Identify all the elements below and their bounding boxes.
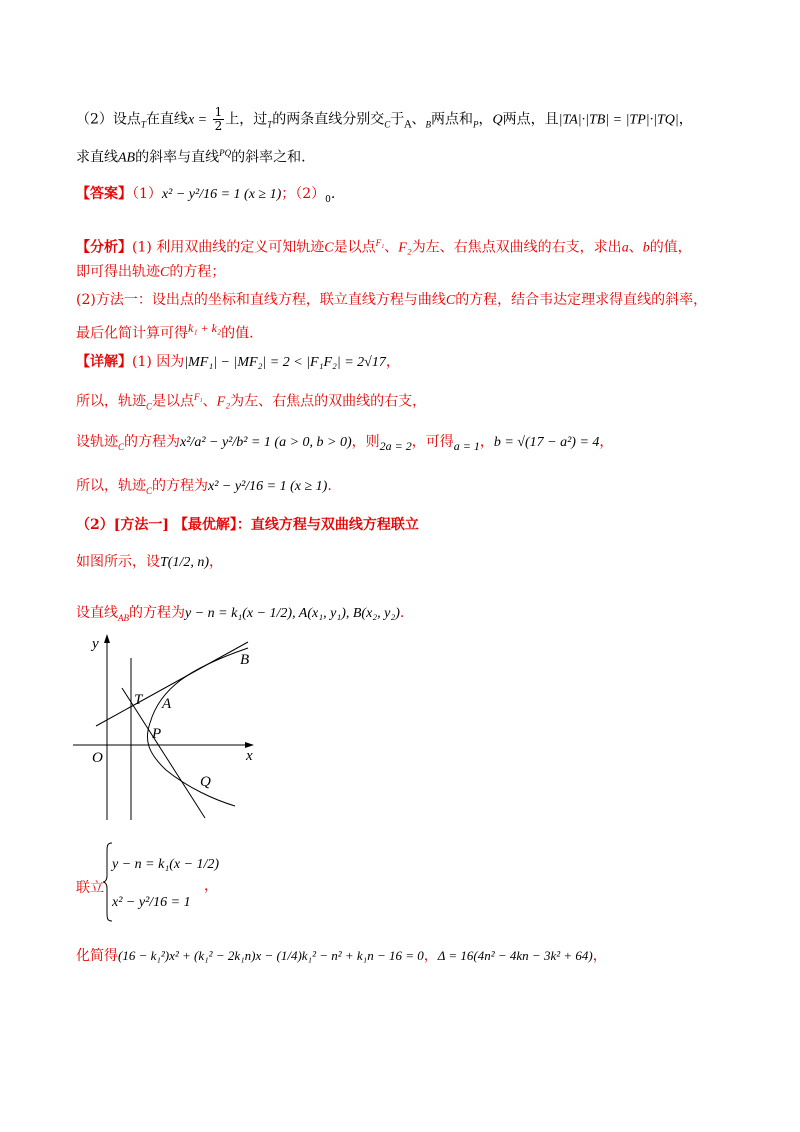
label-x: x — [246, 748, 253, 764]
question-2-line2: 求直线AB的斜率与直线$^{PQ}$的斜率之和. — [76, 148, 306, 166]
system-end: ， — [204, 878, 218, 894]
analysis-line2: 即可得出轨迹C的方程； — [76, 264, 226, 280]
detail-line4: 所以，轨迹$_C$的方程为x² − y²/16 = 1 (x ≥ 1). — [76, 478, 332, 496]
system-eq2: x² − y²/16 = 1 — [112, 895, 191, 910]
label-O: O — [92, 750, 103, 766]
hyperbola-branch — [147, 648, 248, 806]
answer-label: 【答案】 — [76, 186, 132, 202]
method1-line2: 设直线$_{AB}$的方程为y − n = k₁(x − 1/2), A(x₁, y₁), B(x₂, y₂). — [76, 605, 405, 623]
label-y: y — [92, 636, 99, 652]
detail-label: 【详解】 — [76, 354, 132, 370]
analysis-line1: 【分析】(1) 利用双曲线的定义可知轨迹C是以点$^{F_1}$、F₂为左、右焦点双曲线的右支，求出a、b的值， — [76, 238, 692, 256]
question-2-line1: （2）设点$_T$在直线x = $\frac{1}{2}$ 上，过$_T$的两条直线分别交$_C$于$_A$、$_B$两点和$_P$，Q两点，且|TA|·|TB| = |TP|·|TQ|， — [76, 105, 693, 133]
label-P: P — [152, 726, 162, 742]
detail-line3: 设轨迹$_C$的方程为x²/a² − y²/b² = 1 (a > 0, b > 0)，则$_{2a = 2}$，可得$_{a = 1}$，b = √(17 − a²) = 4， — [76, 434, 614, 453]
fraction-half: $\frac{1}{2}$ — [214, 105, 223, 133]
label-A: A — [162, 696, 172, 712]
method1-line1: 如图所示，设T(1/2, n)， — [76, 554, 223, 570]
label-Q: Q — [200, 774, 211, 790]
y-axis-arrow — [104, 634, 110, 643]
simplify-line: 化简得(16 − k₁²)x² + (k₁² − 2k₁n)x − (1/4)k₁² − n² + k₁n − 16 = 0，Δ = 16(4n² − 4kn − 3k² + 64)， — [76, 948, 607, 964]
line-AB — [96, 642, 248, 726]
detail-line2: 所以，轨迹$_C$是以点$^{F_1}$、F₂为左、右焦点的双曲线的右支， — [76, 392, 427, 412]
label-T: T — [134, 692, 143, 708]
detail-line1: 【详解】(1) 因为|MF₁| − |MF₂| = 2 < |F₁F₂| = 2√17， — [76, 354, 400, 370]
method1-title: （2）[方法一] 【最优解】：直线方程与双曲线方程联立 — [76, 517, 419, 533]
system-eq1: y − n = k₁(x − 1/2) — [112, 857, 220, 872]
label-B: B — [240, 652, 250, 668]
condition-equation: |TA|·|TB| = |TP|·|TQ| — [558, 112, 679, 128]
answer-line: 【答案】（1）x² − y²/16 = 1 (x ≥ 1)；$(2)_0$. — [76, 186, 336, 205]
analysis-line4: 最后化简计算可得$^{k_1 + k_2}$的值. — [76, 321, 254, 342]
hyperbola-figure — [70, 628, 270, 828]
analysis-line3: (2)方法一：设出点的坐标和直线方程，联立直线方程与曲线C的方程，结合韦达定理求得直线的斜率， — [76, 292, 708, 308]
system-label: 联立 — [76, 880, 104, 896]
analysis-label: 【分析】 — [76, 239, 132, 256]
point-T: T — [140, 119, 146, 130]
